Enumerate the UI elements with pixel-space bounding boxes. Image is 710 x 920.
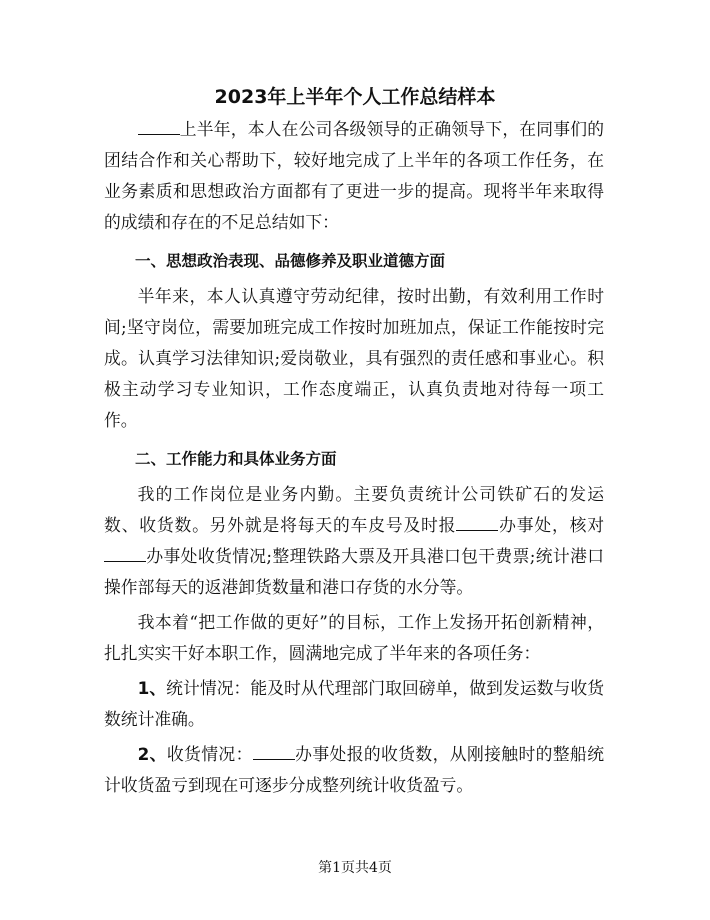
fill-in-blank — [104, 545, 146, 562]
list-item-text: 办事处报的收货数，从刚接触时的整船统计收货盈亏到现在可逐步分成整列统计收货盈亏。 — [104, 744, 604, 795]
page-number-footer: 第1页共4页 — [318, 860, 392, 876]
list-item-label: 收货情况： — [166, 744, 253, 764]
intro-paragraph — [104, 114, 604, 238]
list-item-text: 统计情况：能及时从代理部门取回磅单，做到发运数与收货数统计准确。 — [104, 678, 604, 729]
list-item-number: 2、 — [137, 744, 167, 764]
section-heading-2: 二、工作能力和具体业务方面 — [135, 450, 337, 468]
list-item — [104, 673, 604, 735]
document-body — [104, 114, 604, 801]
list-item-number: 1、 — [137, 678, 167, 698]
section2-p1-text-b: 办事处，核对 — [498, 515, 604, 535]
list-item — [104, 739, 604, 801]
section2-p1-text-a: 我的工作岗位是业务内勤。主要负责统计公司铁矿石的发运数、收货数。另外就是将每天的车皮号及时报 — [104, 484, 604, 535]
section1-paragraph: 半年来，本人认真遵守劳动纪律，按时出勤，有效利用工作时间;坚守岗位，需要加班完成工作按时加班加点，保证工作能按时完成。认真学习法律知识;爱岗敬业，具有强烈的责任感和事业心。积极主动学习专业知识，工作态度端正，认真负责地对待每一项工作。 — [104, 286, 604, 430]
fill-in-blank — [138, 118, 180, 135]
intro-text: 上半年，本人在公司各级领导的正确领导下，在同事们的团结合作和关心帮助下，较好地完成了上半年的各项工作任务，在业务素质和思想政治方面都有了更进一步的提高。现将半年来取得的成绩和存在的不足总结如下： — [104, 119, 604, 232]
document-title: 2023年上半年个人工作总结样本 — [214, 86, 496, 108]
section2-p1-text-c: 办事处收货情况;整理铁路大票及开具港口包干费票;统计港口操作部每天的返港卸货数量和港口存货的水分等。 — [104, 546, 604, 597]
section-heading-1: 一、思想政治表现、品德修养及职业道德方面 — [135, 252, 446, 270]
section2-paragraph-2: 我本着“把工作做的更好”的目标，工作上发扬开拓创新精神，扎扎实实干好本职工作，圆满地完成了半年来的各项任务： — [104, 612, 604, 663]
fill-in-blank — [456, 514, 498, 531]
fill-in-blank — [253, 743, 295, 760]
section2-paragraph-1 — [104, 479, 604, 603]
